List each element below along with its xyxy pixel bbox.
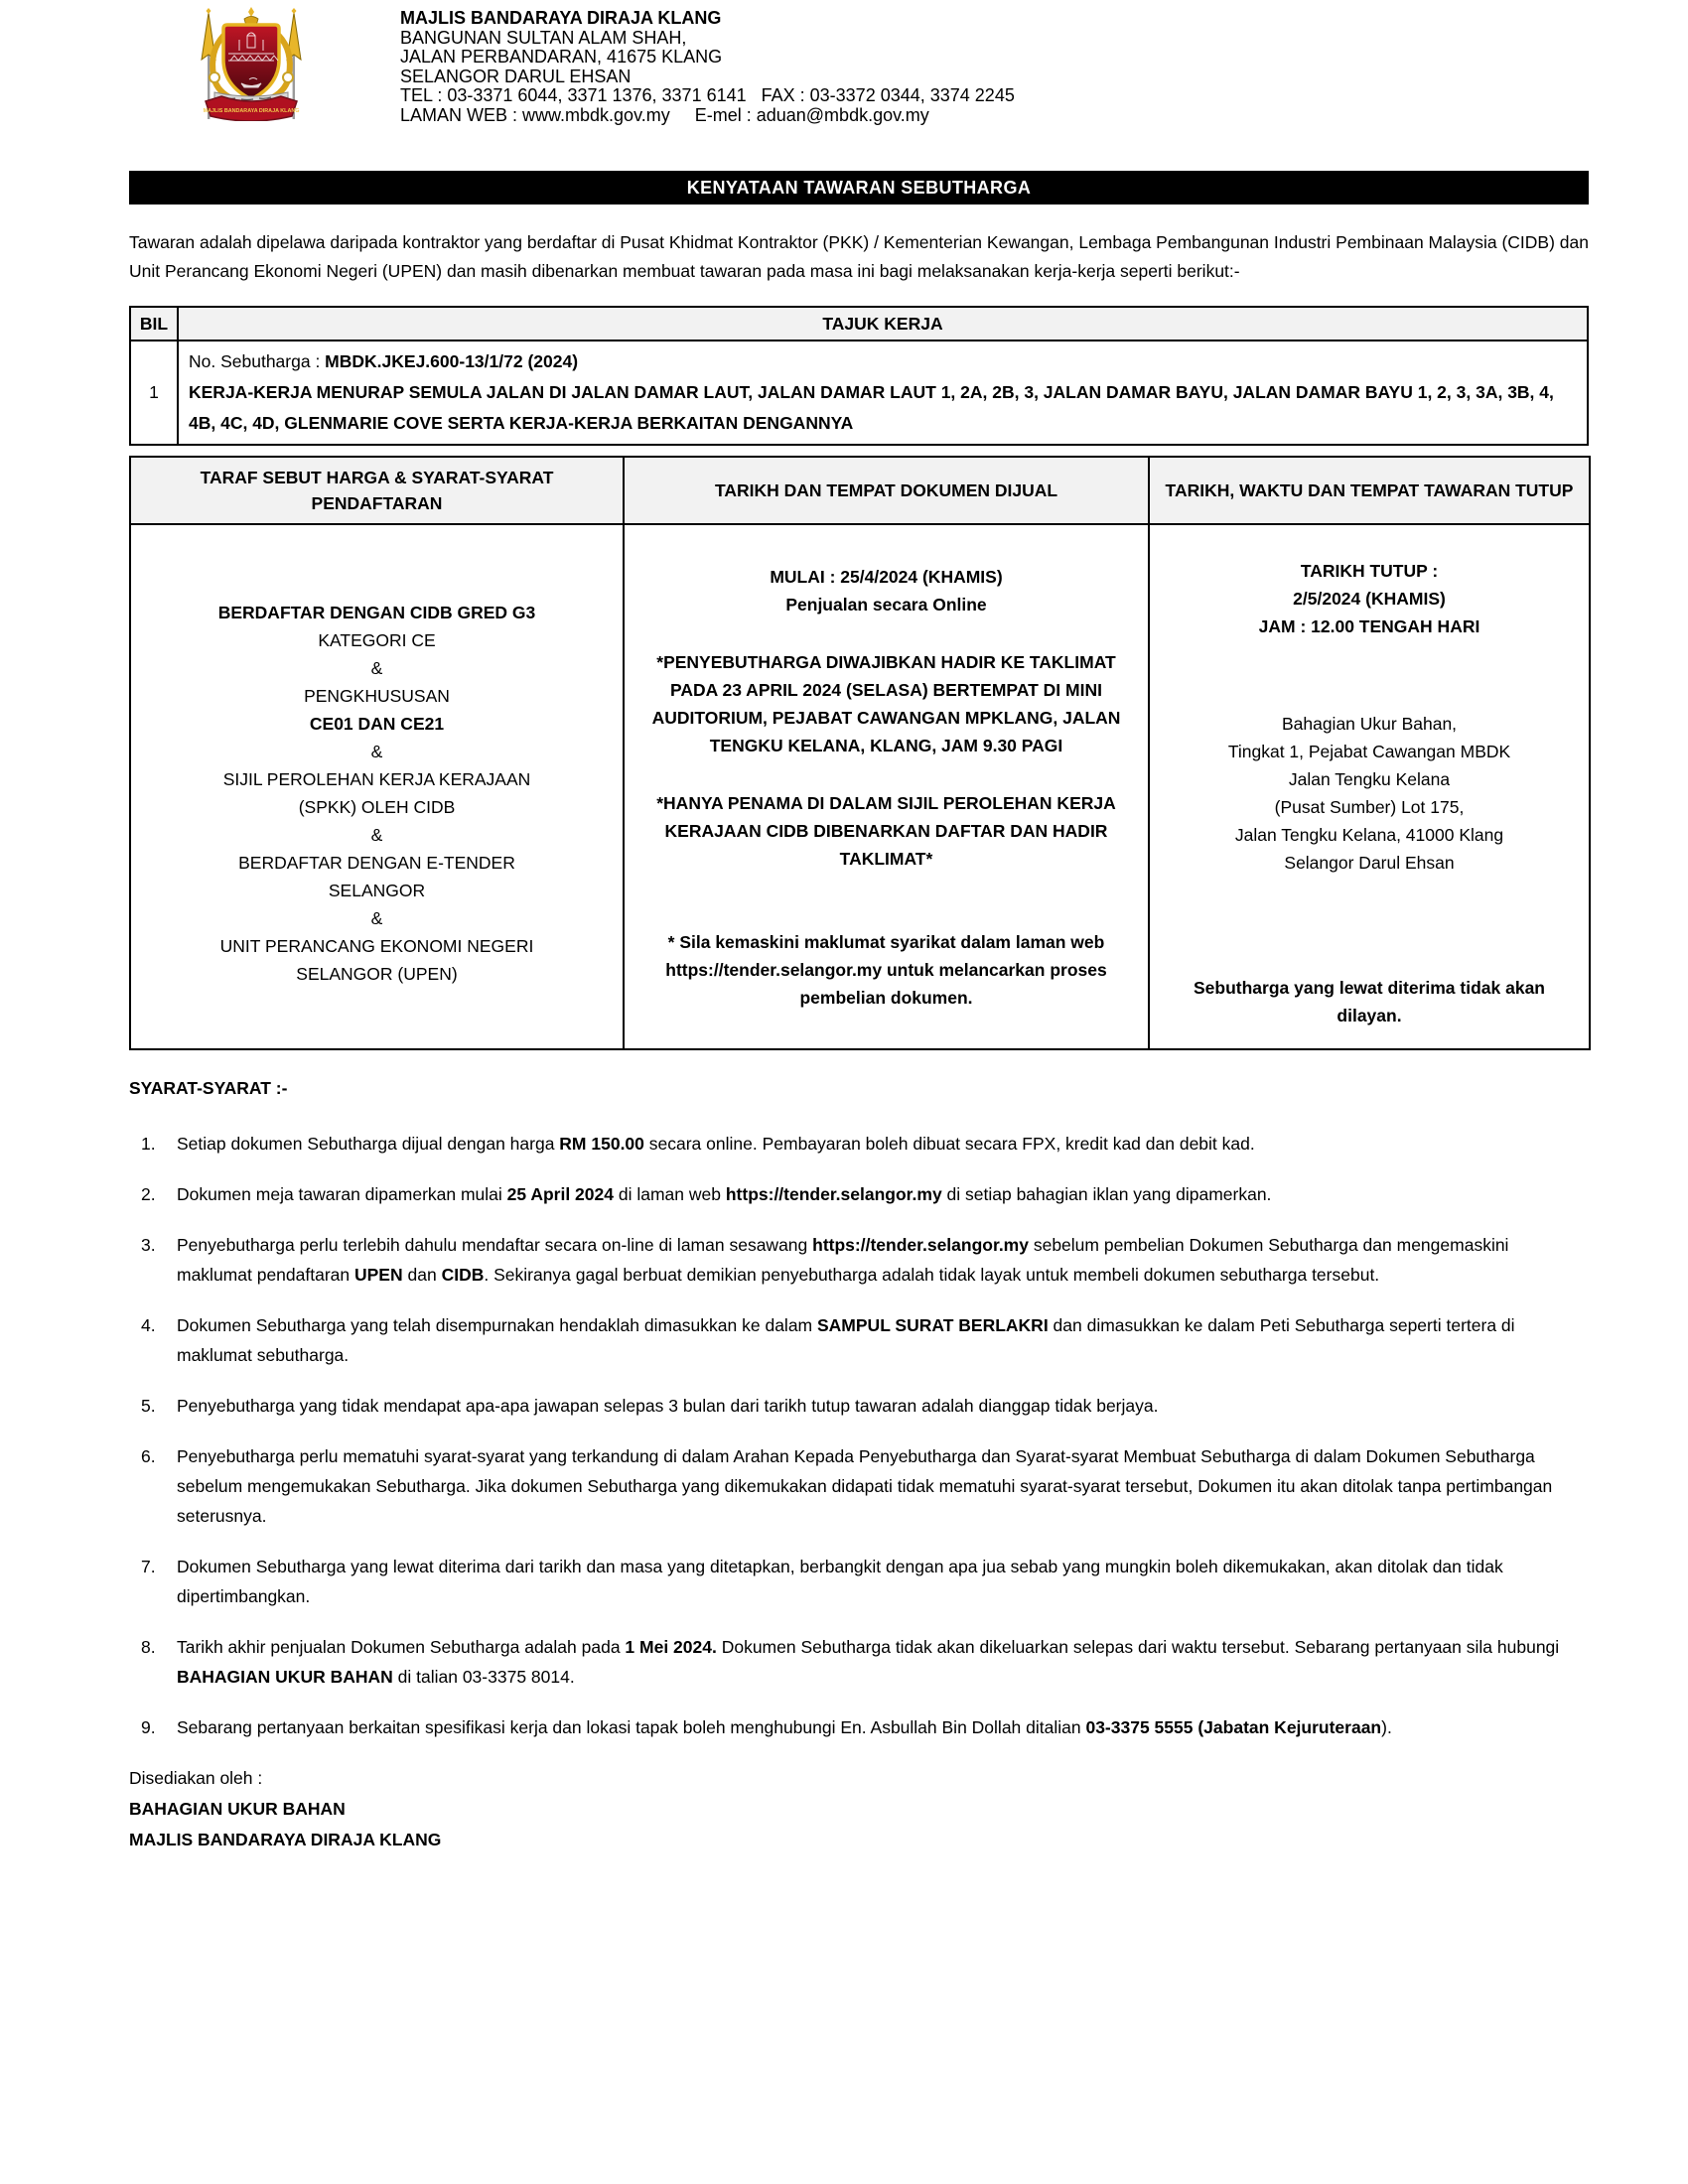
document-sale-cell — [624, 524, 1149, 1049]
prepared-by-label: Disediakan oleh : — [129, 1768, 263, 1788]
submission-address-line: Bahagian Ukur Bahan, — [1281, 714, 1458, 734]
info-table — [129, 456, 1591, 1050]
requirement-line: CE01 DAN CE21 — [309, 714, 445, 734]
job-row-details — [178, 341, 1588, 445]
registration-requirements-cell — [130, 524, 624, 1049]
condition-text: Setiap dokumen Sebutharga dijual dengan harga RM 150.00 secara online. Pembayaran boleh dibuat secara FPX, kredit kad dan debit kad. — [177, 1134, 1255, 1154]
org-address-line: JALAN PERBANDARAN, 41675 KLANG — [400, 47, 723, 67]
submission-address-block — [1160, 710, 1579, 877]
closing-date-line: JAM : 12.00 TENGAH HARI — [1258, 616, 1480, 636]
letterhead — [129, 6, 1589, 125]
condition-text: Penyebutharga yang tidak mendapat apa-apa jawapan selepas 3 bulan dari tarikh tutup tawaran adalah dianggap tidak berjaya. — [177, 1396, 1159, 1416]
condition-item — [129, 1310, 1589, 1370]
document-sale-info — [634, 525, 1138, 1048]
condition-number: 5. — [141, 1396, 156, 1416]
submission-address-line: (Pusat Sumber) Lot 175, — [1274, 797, 1465, 817]
requirement-line: BERDAFTAR DENGAN CIDB GRED G3 — [217, 603, 536, 622]
condition-text: Tarikh akhir penjualan Dokumen Sebutharga adalah pada 1 Mei 2024. Dokumen Sebutharga tidak akan dikeluarkan selepas dari waktu tersebut. Sebarang pertanyaan sila hubungi BAHAGIAN UKUR BAHAN di talian 03-3375 8014. — [177, 1637, 1560, 1687]
crest-banner-text: MAJLIS BANDARAYA DIRAJA KLANG — [203, 108, 300, 114]
requirement-line: SELANGOR — [328, 881, 426, 900]
info-header-taraf: TARAF SEBUT HARGA & SYARAT-SYARAT PENDAFTARAN — [130, 457, 624, 524]
prepared-by-dept: BAHAGIAN UKUR BAHAN — [129, 1799, 346, 1819]
requirement-line: BERDAFTAR DENGAN E-TENDER — [238, 853, 515, 873]
job-table-header-tajuk: TAJUK KERJA — [178, 307, 1588, 341]
conditions-list — [129, 1129, 1589, 1742]
prepared-by-block — [129, 1763, 1589, 1855]
condition-number: 6. — [141, 1446, 156, 1466]
closing-date-line: TARIKH TUTUP : — [1300, 561, 1439, 581]
org-web-email: LAMAN WEB : www.mbdk.gov.my E-mel : aduan@mbdk.gov.my — [400, 104, 929, 125]
condition-number: 1. — [141, 1134, 156, 1154]
condition-text: Dokumen Sebutharga yang telah disempurnakan hendaklah dimasukkan ke dalam SAMPUL SURAT BERLAKRI dan dimasukkan ke dalam Peti Sebutharga seperti tertera di maklumat sebutharga. — [177, 1315, 1515, 1365]
requirement-line: & — [370, 658, 383, 678]
document-sale-paragraph: Penjualan secara Online — [785, 595, 987, 614]
document-sale-paragraph: *HANYA PENAMA DI DALAM SIJIL PEROLEHAN KERJA KERAJAAN CIDB DIBENARKAN DAFTAR DAN HADIR TAKLIMAT* — [656, 793, 1116, 869]
condition-text: Dokumen Sebutharga yang lewat diterima dari tarikh dan masa yang ditetapkan, berbangkit dengan apa jua sebab yang mungkin boleh dikemukakan, akan ditolak dan tidak dipertimbangkan. — [177, 1557, 1503, 1606]
prepared-by-org: MAJLIS BANDARAYA DIRAJA KLANG — [129, 1830, 442, 1849]
requirement-line: & — [370, 825, 383, 845]
document-sale-paragraph: * Sila kemaskini maklumat syarikat dalam laman web https://tender.selangor.my untuk melancarkan proses pembelian dokumen. — [665, 932, 1107, 1008]
condition-item — [129, 1632, 1589, 1692]
condition-item — [129, 1441, 1589, 1531]
requirement-line: PENGKHUSUSAN — [304, 686, 450, 706]
condition-item — [129, 1230, 1589, 1290]
intro-paragraph: Tawaran adalah dipelawa daripada kontraktor yang berdaftar di Pusat Khidmat Kontraktor (PKK) / Kementerian Kewangan, Lembaga Pembangunan Industri Pembinaan Malaysia (CIDB) dan Unit Perancang Ekonomi Negeri (UPEN) dan masih dibenarkan membuat tawaran pada masa ini bagi melaksanakan kerja-kerja seperti berikut:- — [129, 232, 1589, 281]
closing-date-line: 2/5/2024 (KHAMIS) — [1293, 589, 1446, 609]
notice-title-bar: KENYATAAN TAWARAN SEBUTHARGA — [129, 171, 1589, 205]
info-header-tawaran-tutup: TARIKH, WAKTU DAN TEMPAT TAWARAN TUTUP — [1149, 457, 1590, 524]
condition-text: Penyebutharga perlu mematuhi syarat-syarat yang terkandung di dalam Arahan Kepada Penyebutharga dan Syarat-syarat Membuat Sebutharga di dalam Dokumen Sebutharga sebelum mengemukakan Sebutharga. Jika dokumen Sebutharga yang dikemukakan didapati tidak mematuhi syarat-syarat tersebut, Dokumen itu akan ditolak tanpa pertimbangan seterusnya. — [177, 1446, 1553, 1526]
requirement-line: KATEGORI CE — [318, 630, 436, 650]
registration-requirements — [141, 525, 613, 1122]
closing-info-cell — [1149, 524, 1590, 1049]
document-sale-paragraph: MULAI : 25/4/2024 (KHAMIS) — [770, 567, 1003, 587]
info-header-dokumen-dijual: TARIKH DAN TEMPAT DOKUMEN DIJUAL — [624, 457, 1149, 524]
org-crest-logo — [184, 6, 319, 121]
condition-item — [129, 1712, 1589, 1742]
condition-number: 7. — [141, 1557, 156, 1576]
condition-number: 4. — [141, 1315, 156, 1335]
requirement-line: & — [370, 742, 383, 761]
job-row-number: 1 — [130, 341, 178, 445]
requirement-line: SIJIL PEROLEHAN KERJA KERAJAAN — [222, 769, 531, 789]
submission-address-line: Jalan Tengku Kelana, 41000 Klang — [1234, 825, 1504, 845]
condition-text: Sebarang pertanyaan berkaitan spesifikasi kerja dan lokasi tapak boleh menghubungi En. Asbullah Bin Dollah ditalian 03-3375 5555 (Jabatan Kejuruteraan). — [177, 1717, 1392, 1737]
document-sale-paragraph: *PENYEBUTHARGA DIWAJIBKAN HADIR KE TAKLIMAT PADA 23 APRIL 2024 (SELASA) BERTEMPAT DI MINI AUDITORIUM, PEJABAT CAWANGAN MPKLANG, JALAN TENGKU KELANA, KLANG, JAM 9.30 PAGI — [651, 652, 1121, 755]
condition-number: 3. — [141, 1235, 156, 1255]
job-table — [129, 306, 1589, 446]
condition-text: Penyebutharga perlu terlebih dahulu mendaftar secara on-line di laman sesawang https://tender.selangor.my sebelum pembelian Dokumen Sebutharga dan mengemaskini maklumat pendaftaran UPEN dan CIDB. Sekiranya gagal berbuat demikian penyebutharga adalah tidak layak untuk membeli dokumen sebutharga tersebut. — [177, 1235, 1509, 1285]
org-tel-fax: TEL : 03-3371 6044, 3371 1376, 3371 6141 FAX : 03-3372 0344, 3374 2245 — [400, 85, 1015, 105]
closing-date-block — [1160, 557, 1579, 640]
submission-address-line: Selangor Darul Ehsan — [1284, 853, 1455, 873]
condition-item — [129, 1391, 1589, 1421]
submission-address-line: Tingkat 1, Pejabat Cawangan MBDK — [1227, 742, 1511, 761]
submission-address-line: Jalan Tengku Kelana — [1288, 769, 1451, 789]
condition-item — [129, 1552, 1589, 1611]
condition-number: 9. — [141, 1717, 156, 1737]
letterhead-info — [400, 6, 1015, 125]
requirement-line: UNIT PERANCANG EKONOMI NEGERI — [219, 936, 534, 956]
job-title: KERJA-KERJA MENURAP SEMULA JALAN DI JALAN DAMAR LAUT, JALAN DAMAR LAUT 1, 2A, 2B, 3, JALAN DAMAR BAYU, JALAN DAMAR BAYU 1, 2, 3, 3A, 3B, 4, 4B, 4C, 4D, GLENMARIE COVE SERTA KERJA-KERJA BERKAITAN DENGANNYA — [189, 382, 1554, 433]
crown-icon — [248, 7, 254, 17]
org-address-line: SELANGOR DARUL EHSAN — [400, 66, 632, 86]
conditions-heading: SYARAT-SYARAT :- — [129, 1078, 288, 1098]
requirement-line: & — [370, 908, 383, 928]
late-submission-note: Sebutharga yang lewat diterima tidak akan dilayan. — [1194, 978, 1545, 1025]
requirement-line: SELANGOR (UPEN) — [296, 964, 458, 984]
job-table-header-bil: BIL — [130, 307, 178, 341]
org-name: MAJLIS BANDARAYA DIRAJA KLANG — [400, 8, 722, 28]
condition-number: 2. — [141, 1184, 156, 1204]
condition-text: Dokumen meja tawaran dipamerkan mulai 25 April 2024 di laman web https://tender.selangor.my di setiap bahagian iklan yang dipamerkan. — [177, 1184, 1272, 1204]
condition-number: 8. — [141, 1637, 156, 1657]
org-address-line: BANGUNAN SULTAN ALAM SHAH, — [400, 27, 687, 48]
condition-item — [129, 1179, 1589, 1209]
requirement-line: (SPKK) OLEH CIDB — [298, 797, 456, 817]
condition-item — [129, 1129, 1589, 1159]
quotation-ref: No. Sebutharga : MBDK.JKEJ.600-13/1/72 (2024) — [189, 351, 579, 371]
job-table-row — [130, 341, 1588, 445]
